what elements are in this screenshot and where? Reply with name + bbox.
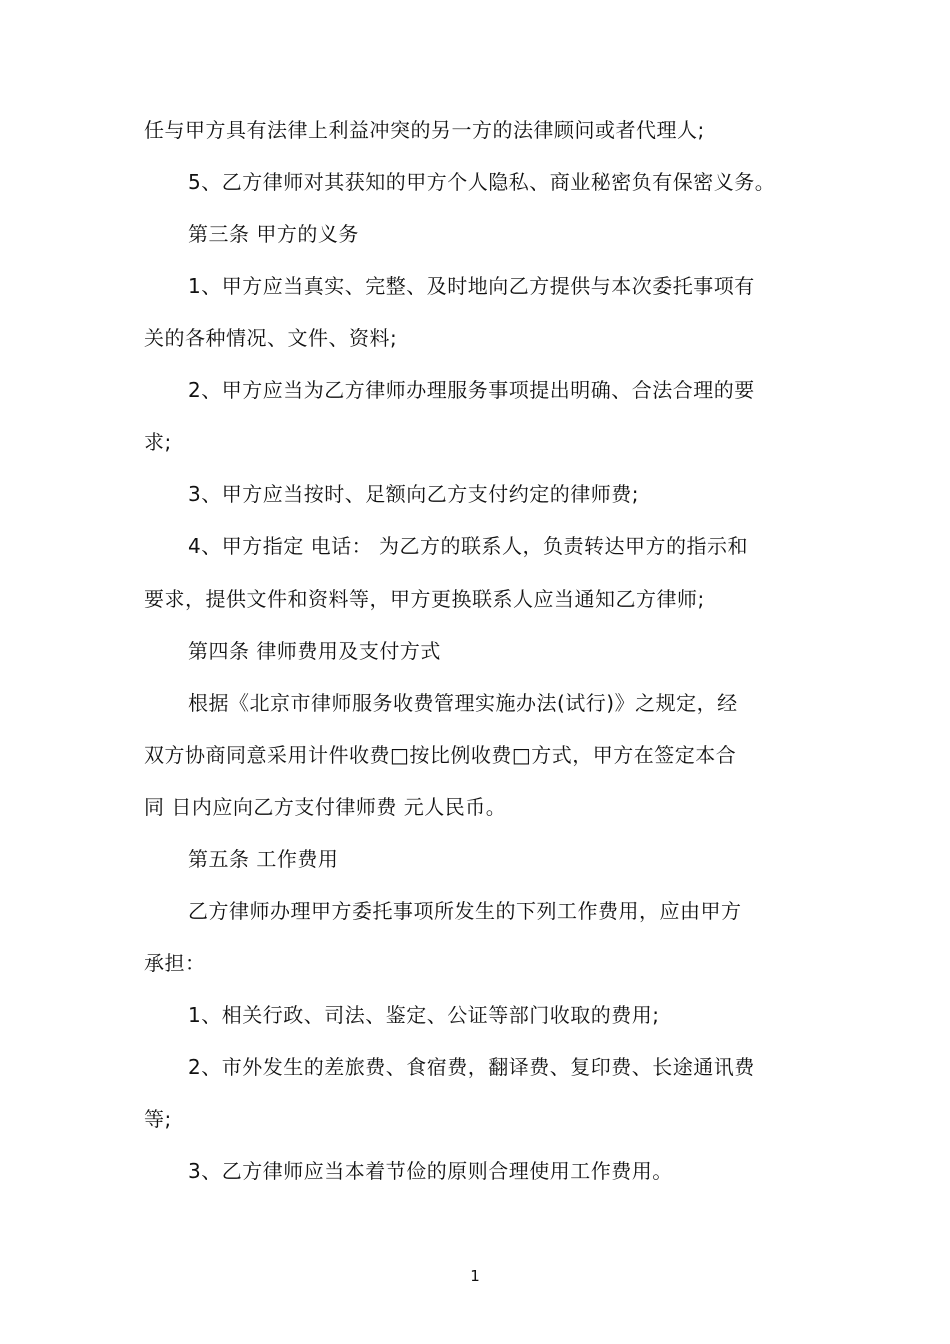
section-heading: 第五条 工作费用 bbox=[188, 847, 339, 871]
paragraph-line: 等; bbox=[144, 1107, 172, 1131]
paragraph-line: 4、甲方指定 电话： 为乙方的联系人，负责转达甲方的指示和 bbox=[188, 534, 748, 558]
paragraph-line: 同 日内应向乙方支付律师费 元人民币。 bbox=[144, 795, 507, 819]
paragraph-line: 2、甲方应当为乙方律师办理服务事项提出明确、合法合理的要 bbox=[188, 378, 755, 402]
page-number: 1 bbox=[470, 1267, 480, 1285]
paragraph-line: 2、市外发生的差旅费、食宿费，翻译费、复印费、长途通讯费 bbox=[188, 1055, 755, 1079]
paragraph-line: 3、甲方应当按时、足额向乙方支付约定的律师费; bbox=[188, 482, 639, 506]
paragraph-line: 5、乙方律师对其获知的甲方个人隐私、商业秘密负有保密义务。 bbox=[188, 170, 776, 194]
paragraph-line: 求; bbox=[144, 430, 172, 454]
paragraph-line: 1、相关行政、司法、鉴定、公证等部门收取的费用; bbox=[188, 1003, 660, 1027]
paragraph-line: 要求，提供文件和资料等，甲方更换联系人应当通知乙方律师; bbox=[144, 587, 705, 611]
paragraph-line: 根据《北京市律师服务收费管理实施办法(试行)》之规定，经 bbox=[188, 691, 738, 715]
section-heading: 第四条 律师费用及支付方式 bbox=[188, 639, 441, 663]
paragraph-line: 1、甲方应当真实、完整、及时地向乙方提供与本次委托事项有 bbox=[188, 274, 755, 298]
section-heading: 第三条 甲方的义务 bbox=[188, 222, 359, 246]
paragraph-line: 关的各种情况、文件、资料; bbox=[144, 326, 398, 350]
paragraph-line: 任与甲方具有法律上利益冲突的另一方的法律顾问或者代理人; bbox=[144, 118, 705, 142]
paragraph-line: 承担： bbox=[144, 951, 206, 975]
paragraph-line: 3、乙方律师应当本着节俭的原则合理使用工作费用。 bbox=[188, 1159, 673, 1183]
paragraph-line: 乙方律师办理甲方委托事项所发生的下列工作费用，应由甲方 bbox=[188, 899, 742, 923]
paragraph-line: 双方协商同意采用计件收费□按比例收费□方式，甲方在签定本合 bbox=[144, 743, 737, 767]
